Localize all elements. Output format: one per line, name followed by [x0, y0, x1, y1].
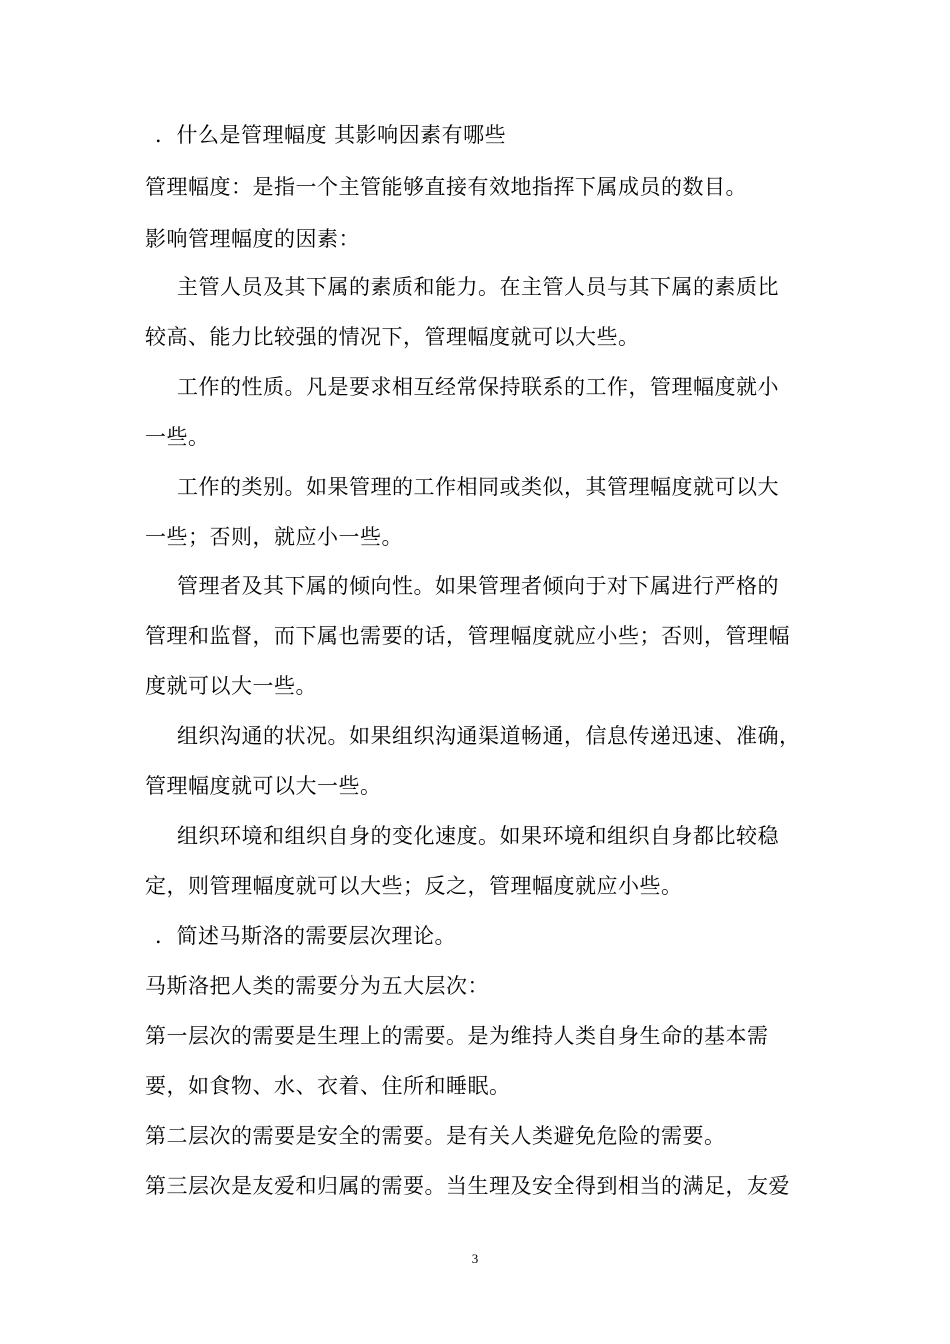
text-line: 第二层次的需要是安全的需要。是有关人类避免危险的需要。 — [145, 1124, 726, 1148]
text-line: 要，如食物、水、衣着、住所和睡眠。 — [145, 1074, 511, 1098]
text-line: 管理幅度就可以大一些。 — [145, 774, 382, 798]
text-line: 管理者及其下属的倾向性。如果管理者倾向于对下属进行严格的 — [177, 574, 779, 598]
text-line: 较高、能力比较强的情况下，管理幅度就可以大些。 — [145, 325, 640, 349]
question-heading: ．简述马斯洛的需要层次理论。 — [155, 924, 456, 948]
text-line: 定，则管理幅度就可以大些；反之，管理幅度就应小些。 — [145, 874, 683, 898]
text-line: 组织环境和组织自身的变化速度。如果环境和组织自身都比较稳 — [177, 824, 779, 848]
text-line: 管理和监督，而下属也需要的话，管理幅度就应小些；否则，管理幅 — [145, 624, 790, 648]
page-number: 3 — [471, 1251, 479, 1266]
text-line: 主管人员及其下属的素质和能力。在主管人员与其下属的素质比 — [177, 275, 779, 299]
text-line: 第一层次的需要是生理上的需要。是为维持人类自身生命的基本需 — [145, 1024, 769, 1048]
text-line: 一些。 — [145, 425, 210, 449]
text-line: 度就可以大一些。 — [145, 674, 317, 698]
text-line: 一些；否则，就应小一些。 — [145, 525, 403, 549]
question-heading: ．什么是管理幅度 其影响因素有哪些 — [155, 123, 507, 147]
text-line: 管理幅度：是指一个主管能够直接有效地指挥下属成员的数目。 — [145, 175, 747, 199]
text-line: 影响管理幅度的因素： — [145, 227, 360, 251]
text-line: 马斯洛把人类的需要分为五大层次： — [145, 974, 489, 998]
text-line: 工作的性质。凡是要求相互经常保持联系的工作，管理幅度就小 — [177, 375, 779, 399]
text-line: 组织沟通的状况。如果组织沟通渠道畅通，信息传递迅速、准确， — [177, 724, 801, 748]
text-line: 工作的类别。如果管理的工作相同或类似，其管理幅度就可以大 — [177, 475, 779, 499]
text-line: 第三层次是友爱和归属的需要。当生理及安全得到相当的满足，友爱 — [145, 1174, 790, 1198]
